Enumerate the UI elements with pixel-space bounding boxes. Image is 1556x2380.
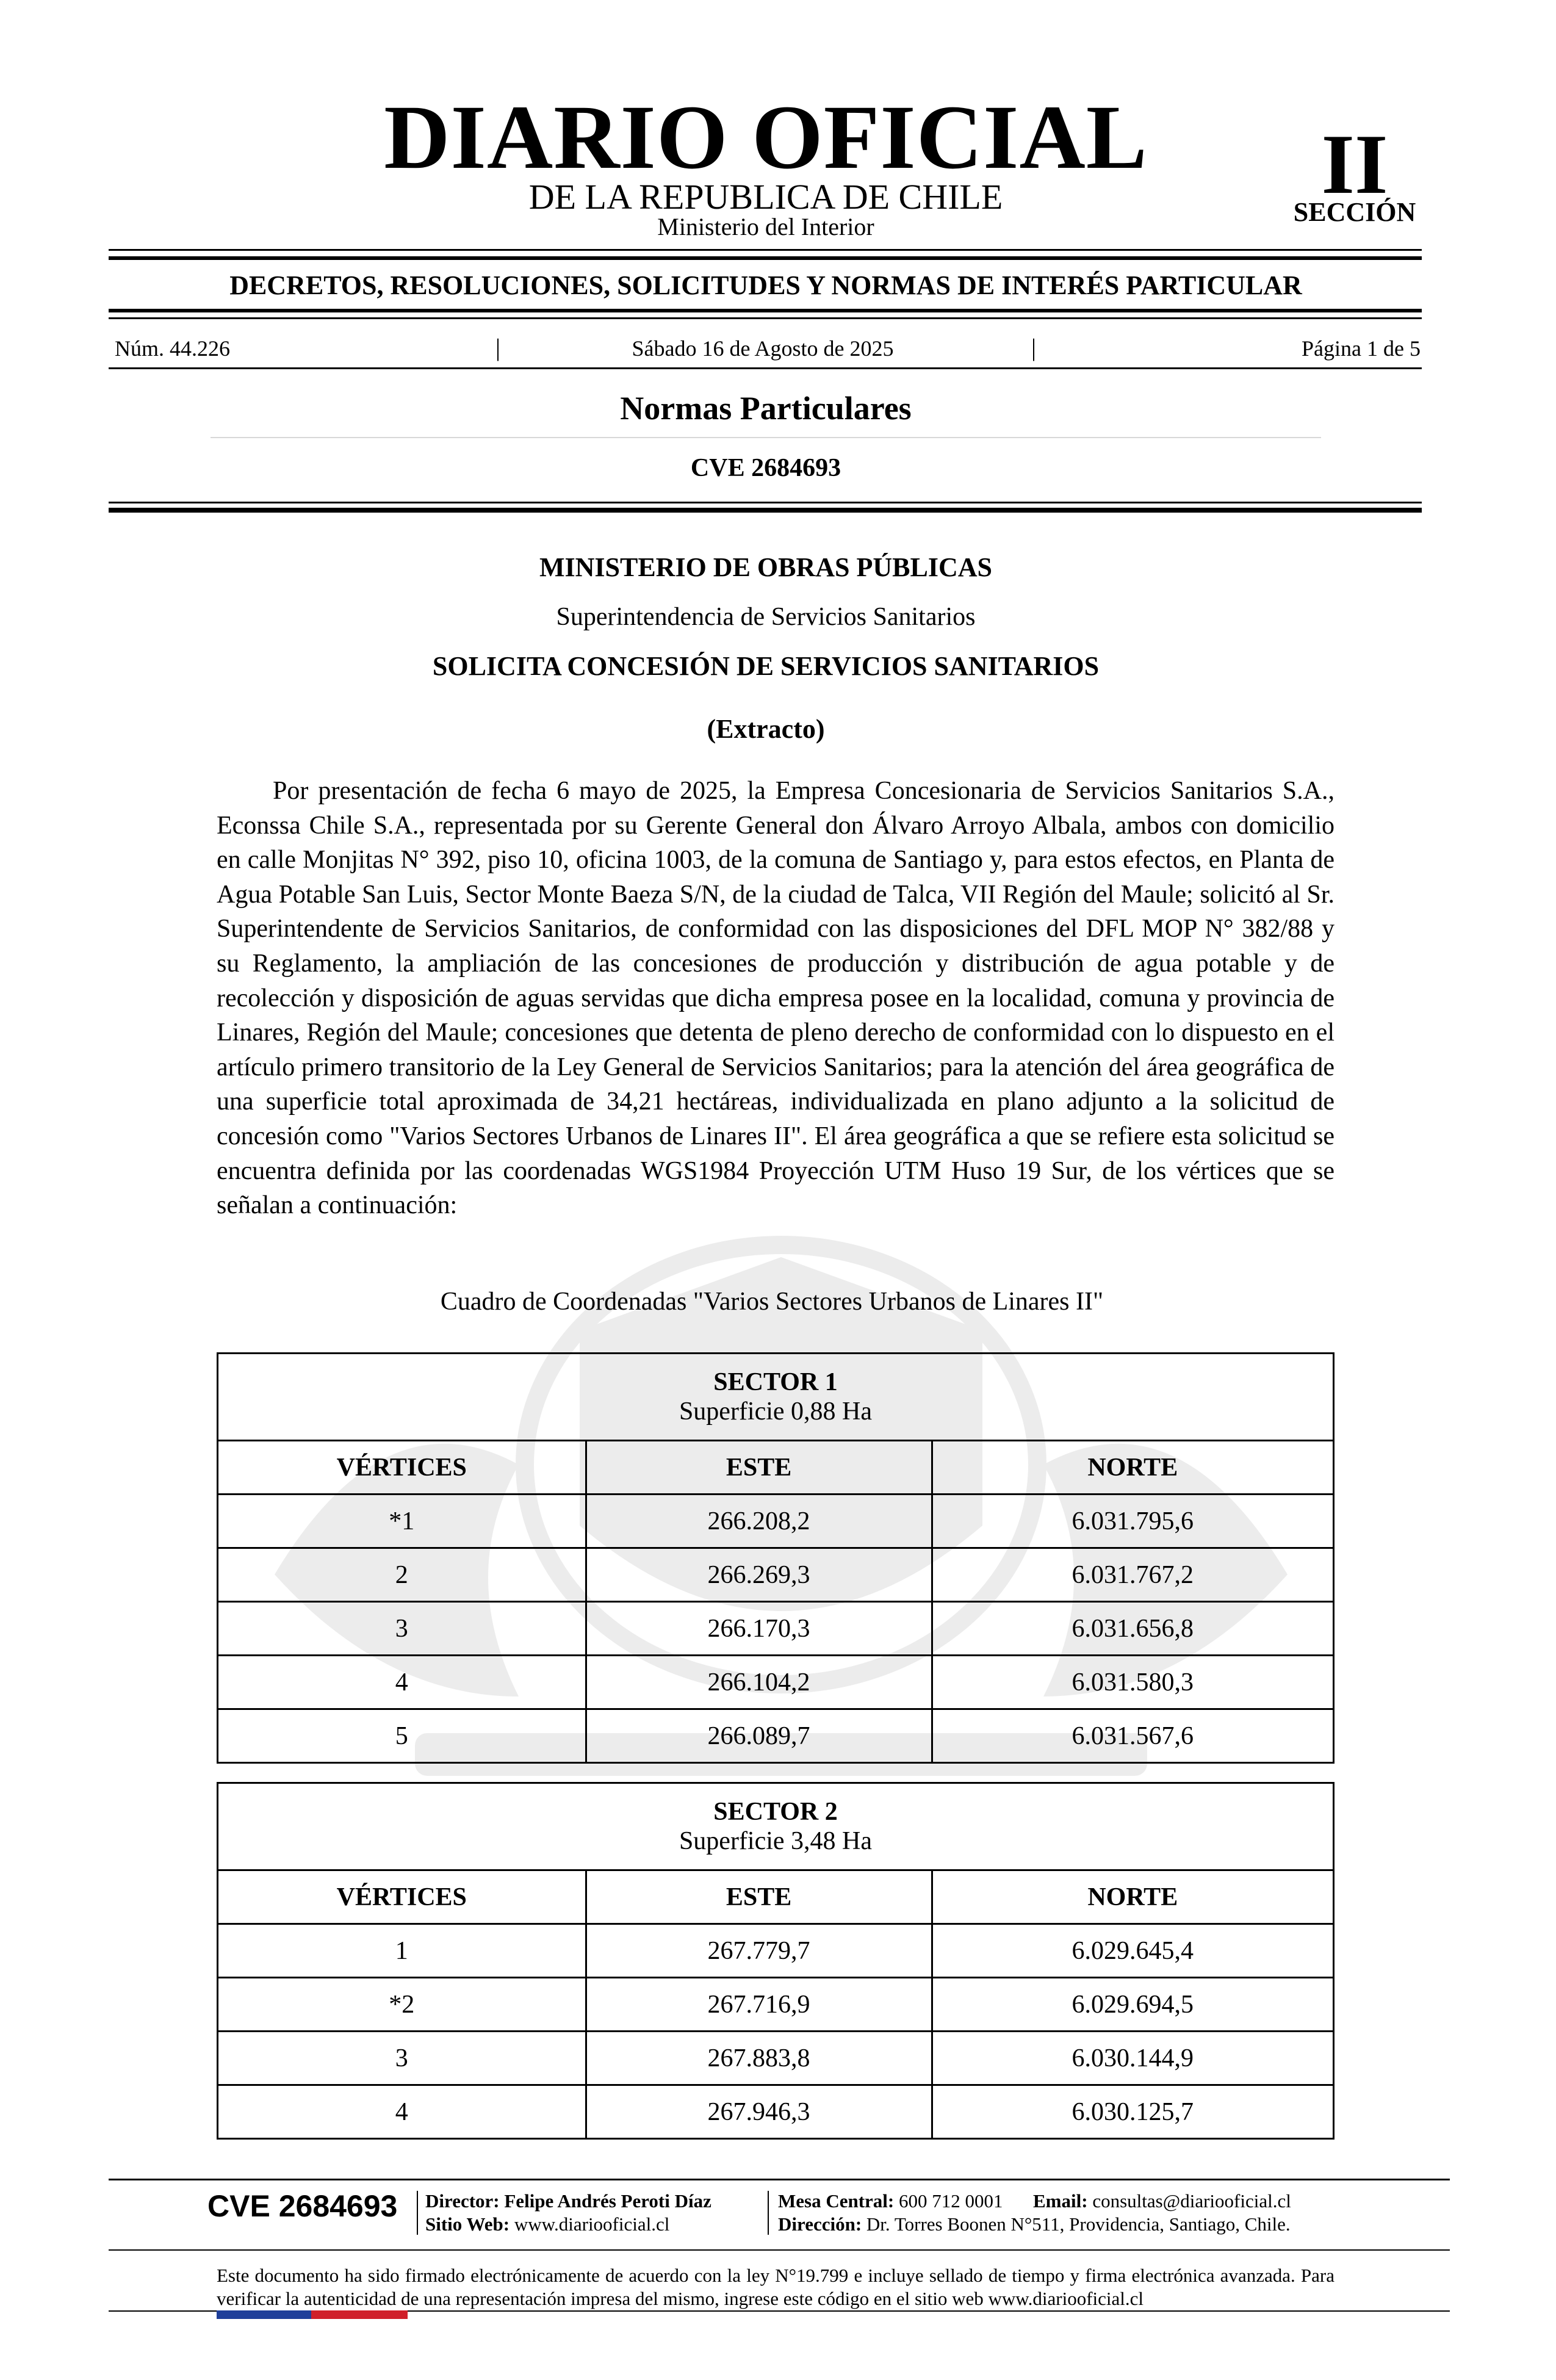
- flag-stripe-blue: [217, 2310, 311, 2319]
- address-label: Dirección:: [778, 2213, 862, 2235]
- east-cell: 266.170,3: [586, 1602, 932, 1656]
- table-row: [218, 1978, 1334, 2032]
- norms-title: Normas Particulares: [620, 390, 912, 427]
- vertex-cell: *1: [218, 1495, 586, 1548]
- meta-rule: [109, 367, 1422, 369]
- vertex-cell: 4: [218, 2085, 586, 2139]
- column-header-row: [218, 1441, 1334, 1495]
- table-row: [218, 1495, 1334, 1548]
- north-cell: 6.031.767,2: [932, 1548, 1333, 1602]
- table-header-row: [218, 1354, 1334, 1441]
- east-cell: 266.104,2: [586, 1656, 932, 1709]
- column-header: VÉRTICES: [218, 1870, 586, 1924]
- footer-cve-code: CVE 2684693: [207, 2189, 398, 2223]
- issue-date: Sábado 16 de Agosto de 2025: [632, 336, 894, 361]
- north-cell: 6.031.795,6: [932, 1495, 1333, 1548]
- superintendency-heading: Superintendencia de Servicios Sanitarios: [556, 603, 976, 631]
- legal-notice: Este documento ha sido firmado electrónicamente de acuerdo con la ley N°19.799 e incluye sellado de tiempo y firma electrónica avanzada. Para verificar la autenticidad de una representación impresa del mismo, ingrese este código en el sitio web www.diariooficial.cl: [217, 2265, 1334, 2309]
- column-header: VÉRTICES: [218, 1441, 586, 1495]
- column-header-row: [218, 1870, 1334, 1924]
- vertex-cell: 3: [218, 2032, 586, 2085]
- north-cell: 6.030.144,9: [932, 2032, 1333, 2085]
- phone-label: Mesa Central:: [778, 2190, 895, 2212]
- phone-number: 600 712 0001: [899, 2190, 1003, 2212]
- table-row: [218, 1602, 1334, 1656]
- footer-divider: [768, 2191, 769, 2235]
- director-label: Director:: [425, 2190, 500, 2212]
- table-row: [218, 1709, 1334, 1763]
- table-header-row: [218, 1783, 1334, 1870]
- north-cell: 6.031.656,8: [932, 1602, 1333, 1656]
- table-row: [218, 1924, 1334, 1978]
- section-number: II: [1321, 117, 1388, 212]
- director-name: Felipe Andrés Peroti Díaz: [504, 2190, 711, 2212]
- table-row: [218, 2085, 1334, 2139]
- table-row: [218, 1548, 1334, 1602]
- masthead-rule: [109, 256, 1422, 260]
- header-rule: [109, 317, 1422, 319]
- east-cell: 266.089,7: [586, 1709, 932, 1763]
- vertex-cell: 1: [218, 1924, 586, 1978]
- address-text: Dr. Torres Boonen N°511, Providencia, Santiago, Chile.: [866, 2213, 1291, 2235]
- flag-stripe-red: [311, 2310, 408, 2319]
- footer-divider: [417, 2191, 418, 2235]
- table-row: [218, 2032, 1334, 2085]
- issue-number: Núm. 44.226: [115, 336, 230, 361]
- footer-rule: [109, 2249, 1450, 2251]
- table-caption: Cuadro de Coordenadas "Varios Sectores Urbanos de Linares II": [440, 1288, 1104, 1316]
- column-header: NORTE: [932, 1441, 1333, 1495]
- east-cell: 267.779,7: [586, 1924, 932, 1978]
- website-label: Sitio Web:: [425, 2213, 510, 2235]
- extract-label: (Extracto): [707, 714, 825, 744]
- ministry-heading: MINISTERIO DE OBRAS PÚBLICAS: [539, 552, 993, 582]
- footer-contact: [778, 2190, 1291, 2213]
- newspaper-title: DIARIO OFICIAL: [384, 87, 1148, 188]
- email-link[interactable]: consultas@diariooficial.cl: [1092, 2190, 1291, 2212]
- coordinates-table-sector-1: [217, 1352, 1334, 1764]
- east-cell: 267.883,8: [586, 2032, 932, 2085]
- header-band: DECRETOS, RESOLUCIONES, SOLICITUDES Y NORMAS DE INTERÉS PARTICULAR: [229, 270, 1302, 300]
- page-indicator: Página 1 de 5: [1302, 336, 1421, 361]
- newspaper-ministry: Ministerio del Interior: [657, 213, 874, 240]
- title-thin-rule: [211, 437, 1321, 438]
- east-cell: 266.208,2: [586, 1495, 932, 1548]
- table-row: [218, 1656, 1334, 1709]
- sector-surface: Superficie 3,48 Ha: [679, 1827, 873, 1855]
- north-cell: 6.031.567,6: [932, 1709, 1333, 1763]
- north-cell: 6.029.645,4: [932, 1924, 1333, 1978]
- meta-separator: |: [1031, 334, 1037, 361]
- east-cell: 267.946,3: [586, 2085, 932, 2139]
- footer-rule: [109, 2179, 1450, 2180]
- north-cell: 6.031.580,3: [932, 1656, 1333, 1709]
- section-label: SECCIÓN: [1293, 197, 1416, 227]
- vertex-cell: 4: [218, 1656, 586, 1709]
- cve-rule: [109, 502, 1422, 503]
- sector-header: [218, 1783, 1334, 1870]
- north-cell: 6.029.694,5: [932, 1978, 1333, 2032]
- website-link[interactable]: www.diariooficial.cl: [514, 2213, 670, 2235]
- cve-rule: [109, 508, 1422, 513]
- east-cell: 266.269,3: [586, 1548, 932, 1602]
- coordinates-table-sector-2: [217, 1782, 1334, 2140]
- footer-director: [425, 2190, 711, 2213]
- newspaper-subtitle: DE LA REPUBLICA DE CHILE: [528, 177, 1003, 217]
- sector-surface: Superficie 0,88 Ha: [679, 1397, 873, 1426]
- vertex-cell: *2: [218, 1978, 586, 2032]
- body-paragraph: Por presentación de fecha 6 mayo de 2025, la Empresa Concesionaria de Servicios Sanitarios S.A., Econssa Chile S.A., representada por su Gerente General don Álvaro Arroyo Albala, ambos con domicilio en calle Monjitas N° 392, piso 10, oficina 1003, de la comuna de Santiago y, para estos efectos, en Planta de Agua Potable San Luis, Sector Monte Baeza S/N, de la ciudad de Talca, VII Región del Maule; solicitó al Sr. Superintendente de Servicios Sanitarios, de conformidad con las disposiciones del DFL MOP N° 382/88 y su Reglamento, la ampliación de las concesiones de producción y distribución de agua potable y de recolección y disposición de aguas servidas que dicha empresa posee en la localidad, comuna y provincia de Linares, Región del Maule; concesiones que detenta de pleno derecho de conformidad con lo dispuesto en el artículo primero transitorio de la Ley General de Servicios Sanitarios; para la atención del área geográfica de una superficie total aproximada de 34,21 hectáreas, individualizada en plano adjunto a la solicitud de concesión como "Varios Sectores Urbanos de Linares II". El área geográfica a que se refiere esta solicitud se encuentra definida por las coordenadas WGS1984 Proyección UTM Huso 19 Sur, de los vértices que se señalan a continuación:: [217, 777, 1334, 1220]
- sector-name: SECTOR 1: [713, 1368, 838, 1396]
- column-header: ESTE: [586, 1441, 932, 1495]
- column-header: NORTE: [932, 1870, 1333, 1924]
- column-header: ESTE: [586, 1870, 932, 1924]
- footer-address: [778, 2213, 1291, 2236]
- request-title: SOLICITA CONCESIÓN DE SERVICIOS SANITARIOS: [432, 651, 1100, 681]
- footer-website: [425, 2213, 669, 2236]
- meta-separator: |: [495, 334, 501, 361]
- vertex-cell: 2: [218, 1548, 586, 1602]
- sector-header: [218, 1354, 1334, 1441]
- email-label: Email:: [1033, 2190, 1088, 2212]
- sector-name: SECTOR 2: [713, 1798, 838, 1826]
- east-cell: 267.716,9: [586, 1978, 932, 2032]
- vertex-cell: 3: [218, 1602, 586, 1656]
- masthead-rule: [109, 249, 1422, 251]
- cve-code: CVE 2684693: [690, 454, 841, 482]
- north-cell: 6.030.125,7: [932, 2085, 1333, 2139]
- header-rule: [109, 309, 1422, 312]
- vertex-cell: 5: [218, 1709, 586, 1763]
